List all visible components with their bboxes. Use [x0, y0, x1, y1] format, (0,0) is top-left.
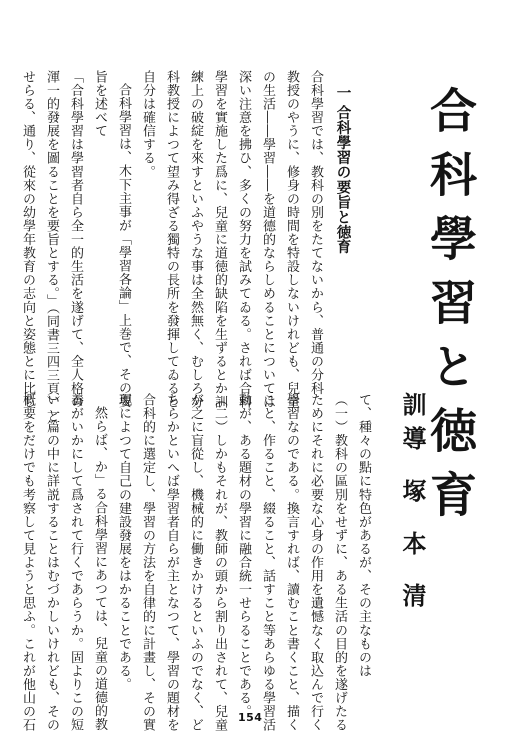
- body-column: せらる、通り、從來の幼學年教育の志向と姿態とに比し: [20, 70, 35, 409]
- body-column: 合科的に選定し、學習の方法を自律的に計畫し、その實: [140, 393, 155, 732]
- body-column: 練上の破綻を來すといふやうな事は全然無く、むしろ分: [188, 70, 203, 409]
- body-column: 「合科學習は學習者自ら全一的生活を遂げて、全人格の: [68, 70, 83, 409]
- page-number: 154: [238, 711, 263, 724]
- body-column: 現によつて自己の建設發展をはかることである。: [116, 393, 131, 692]
- body-column: 深い注意を拂ひ、多くの努力を試みてゐる。されば合科: [236, 70, 251, 409]
- body-column: こと、作ること、綴ること、話すこと等あらゆる學習活: [260, 393, 275, 732]
- body-column: 渾一的發展を圖ることを要旨とする。」（同書三四三頁）と: [44, 70, 59, 423]
- body-column: て、種々の點に特色があるが、その主なものは: [356, 393, 371, 678]
- body-column: 學習を實施した爲に、兒童に道徳的缺陷を生ずるとか訓: [212, 70, 227, 409]
- body-column: が之に盲從し、機械的に働きかけるといふのでなく、ど: [188, 393, 203, 732]
- body-column: 旨を述べて: [92, 70, 107, 138]
- body-column: 養がいかにして爲されて行くであらうか。固よりこの短: [68, 393, 83, 732]
- body-column: 概要をだけでも考察して見ようと思ふ。これが他山の石: [20, 393, 35, 732]
- section-heading: 一 合科學習の要旨と徳育: [334, 85, 351, 255]
- body-column: 合科學習では、教科の別をたてないから、普通の分科: [308, 70, 323, 396]
- body-column: 自分は確信する。: [140, 70, 155, 179]
- body-column: の生活――學習――を道德的ならしめることについては: [260, 70, 275, 409]
- body-column: 教授のやうに、修身の時間を特設しないけれども、兒童: [284, 70, 299, 409]
- body-column: 學習なのである。換言すれば、讀むこと書くこと、描く: [284, 393, 299, 732]
- body-column: 動が、ある題材の學習に融合統一せらることである。: [236, 393, 251, 719]
- body-column: ためにそれに必要な心身の作用を遺憾なく取込んで行く: [308, 393, 323, 732]
- body-column: （一）教科の區別をせずに、ある生活の目的を遂げたる: [332, 393, 347, 732]
- body-column: 然らば、か」る合科學習にあつては、兒童の道德的教: [92, 406, 107, 732]
- article-title: 合科學習と徳育: [422, 86, 477, 534]
- body-column: ちらかといへば學習者自らが主となつて、學習の題材を: [164, 393, 179, 732]
- body-column: 科教授によつて望み得ざる獨特の長所を發揮してゐると: [164, 70, 179, 409]
- body-column: （二）しかもそれが、教師の頭から割り出されて、兒童: [212, 393, 227, 732]
- body-column: 合科學習は、木下主事が「學習各論」上巻で、その要: [116, 83, 131, 409]
- body-column: い一篇の中に詳説することはむづかしいけれども、その: [44, 393, 59, 732]
- author-byline: 訓導 塚 本 清: [398, 392, 426, 618]
